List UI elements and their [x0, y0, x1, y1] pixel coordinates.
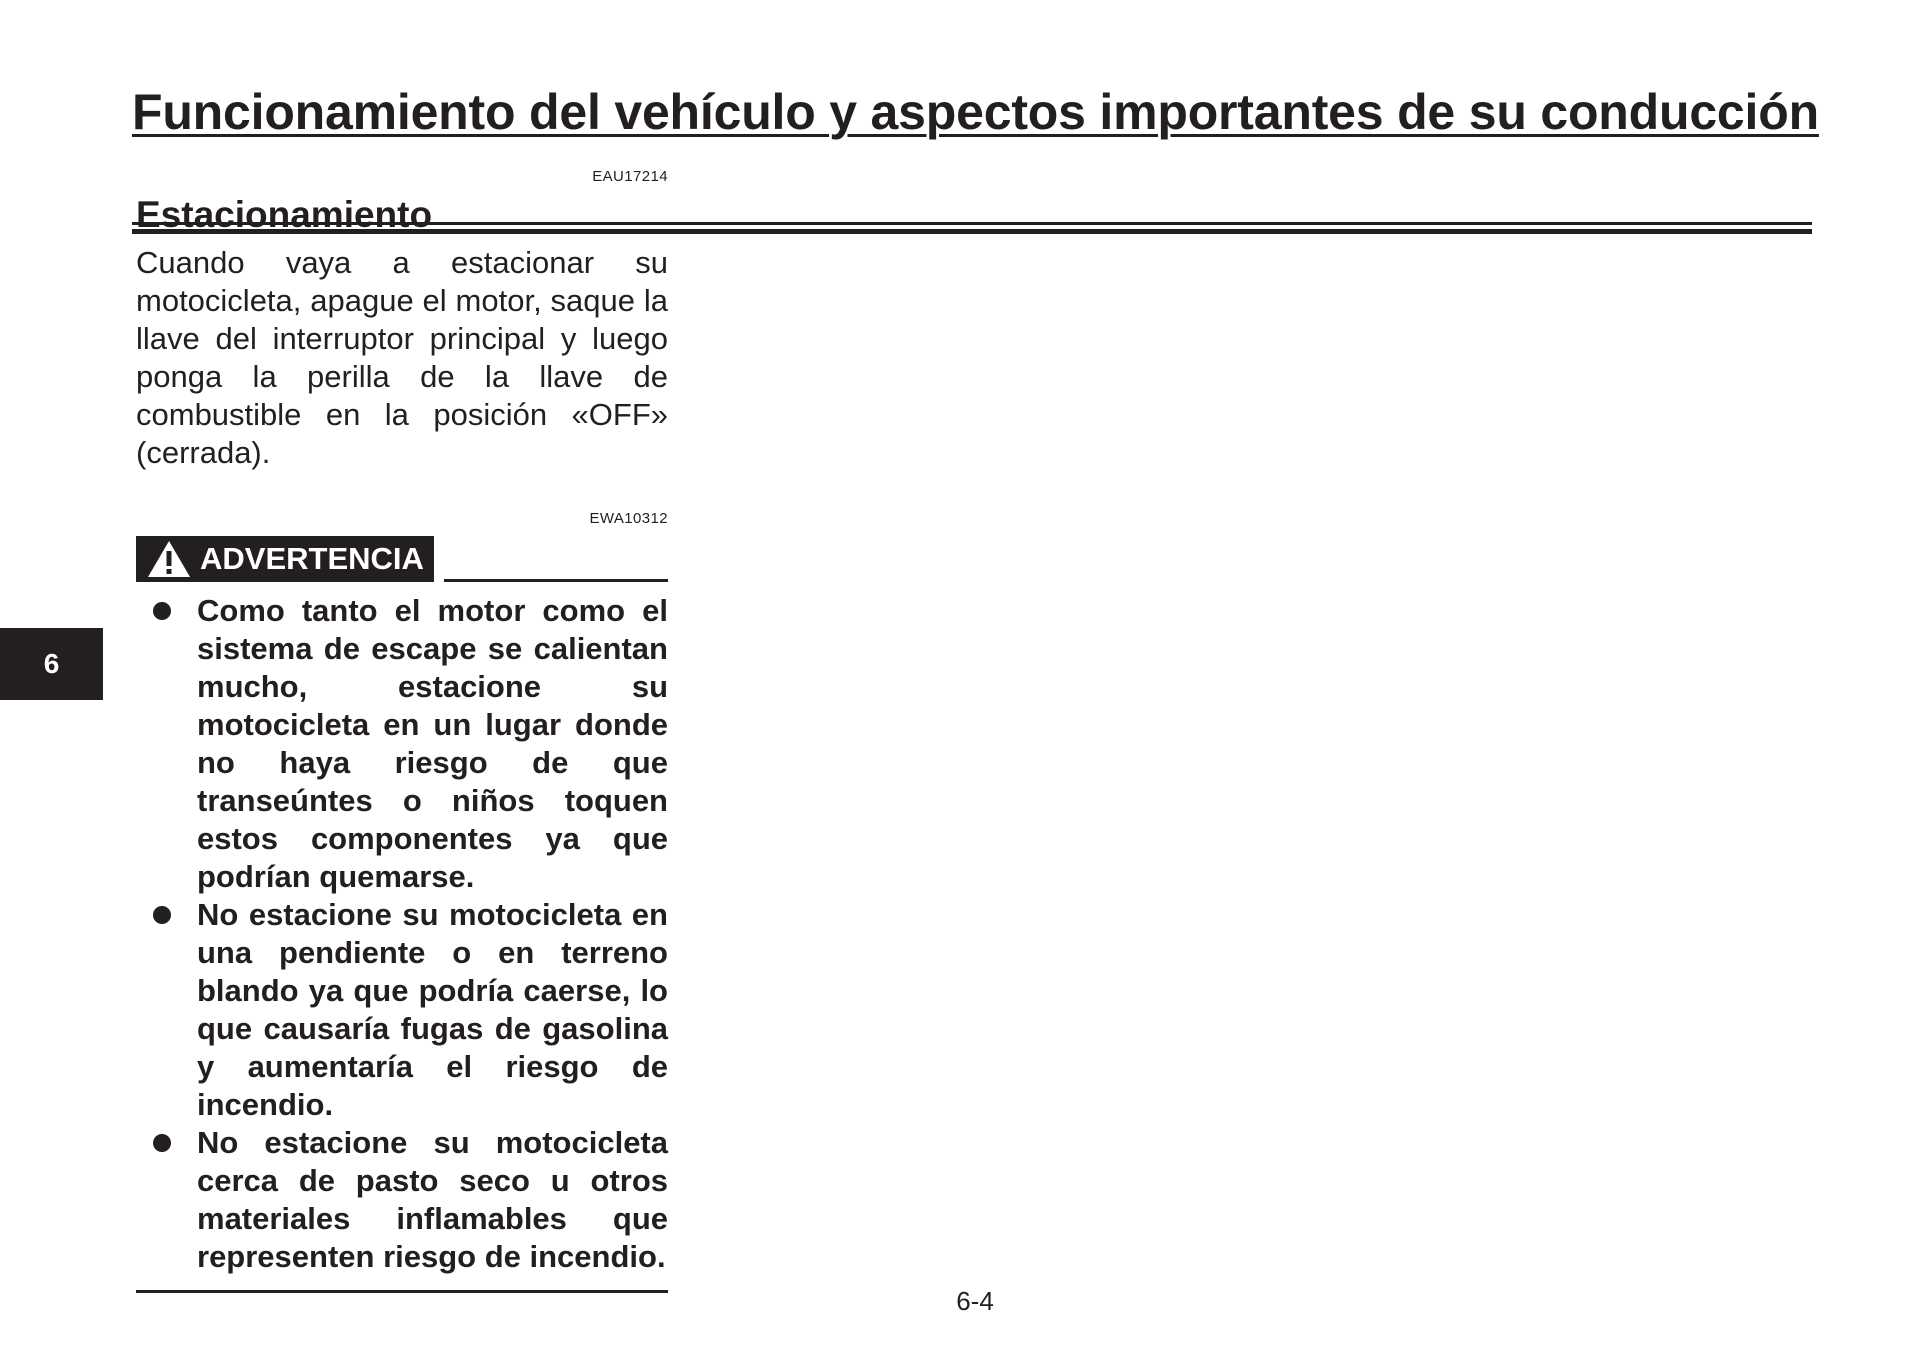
- warning-item-text: No estacione su motocicleta cerca de pasto seco u otros materiales inflamables que representen riesgo de incendio.: [197, 1125, 668, 1274]
- bullet-icon: [153, 906, 171, 924]
- warning-end-rule: [136, 1290, 668, 1293]
- warning-item: [136, 592, 668, 896]
- section-heading: Estacionamiento: [136, 194, 433, 235]
- chapter-tab-number: 6: [43, 648, 60, 679]
- warning-label: ADVERTENCIA: [200, 541, 424, 576]
- bullet-icon: [153, 602, 171, 620]
- warning-badge: [136, 536, 434, 582]
- section-ref-code: EAU17214: [592, 168, 668, 185]
- page-title: Funcionamiento del vehículo y aspectos importantes de su conducción: [132, 84, 1819, 140]
- warning-header: [136, 534, 668, 582]
- warning-triangle-icon: [146, 539, 192, 579]
- bullet-icon: [153, 1134, 171, 1152]
- page-header: [132, 80, 1819, 144]
- content-column: [136, 168, 668, 1293]
- warning-item: [136, 896, 668, 1124]
- warning-item-text: No estacione su motocicleta en una pendiente o en terreno blando ya que podría caerse, lo que causaría fugas de gasolina y aumentaría el riesgo de incendio.: [197, 897, 668, 1122]
- warning-ref-code: EWA10312: [589, 510, 668, 527]
- warning-item-text: Como tanto el motor como el sistema de escape se calientan mucho, estacione su motocicleta en un lugar donde no haya riesgo de que transeúntes o niños toquen estos componentes ya que podrían quemarse.: [197, 593, 668, 894]
- page-number: 6-4: [956, 1286, 994, 1316]
- warning-header-rule: [444, 579, 668, 582]
- warning-item: [136, 1124, 668, 1276]
- warning-list: [136, 592, 668, 1276]
- section-body: Cuando vaya a estacionar su motocicleta, apague el motor, saque la llave del interruptor principal y luego ponga la perilla de la llave de combustible en la posición «OFF» (cerrada).: [136, 245, 668, 470]
- chapter-tab: [0, 628, 103, 700]
